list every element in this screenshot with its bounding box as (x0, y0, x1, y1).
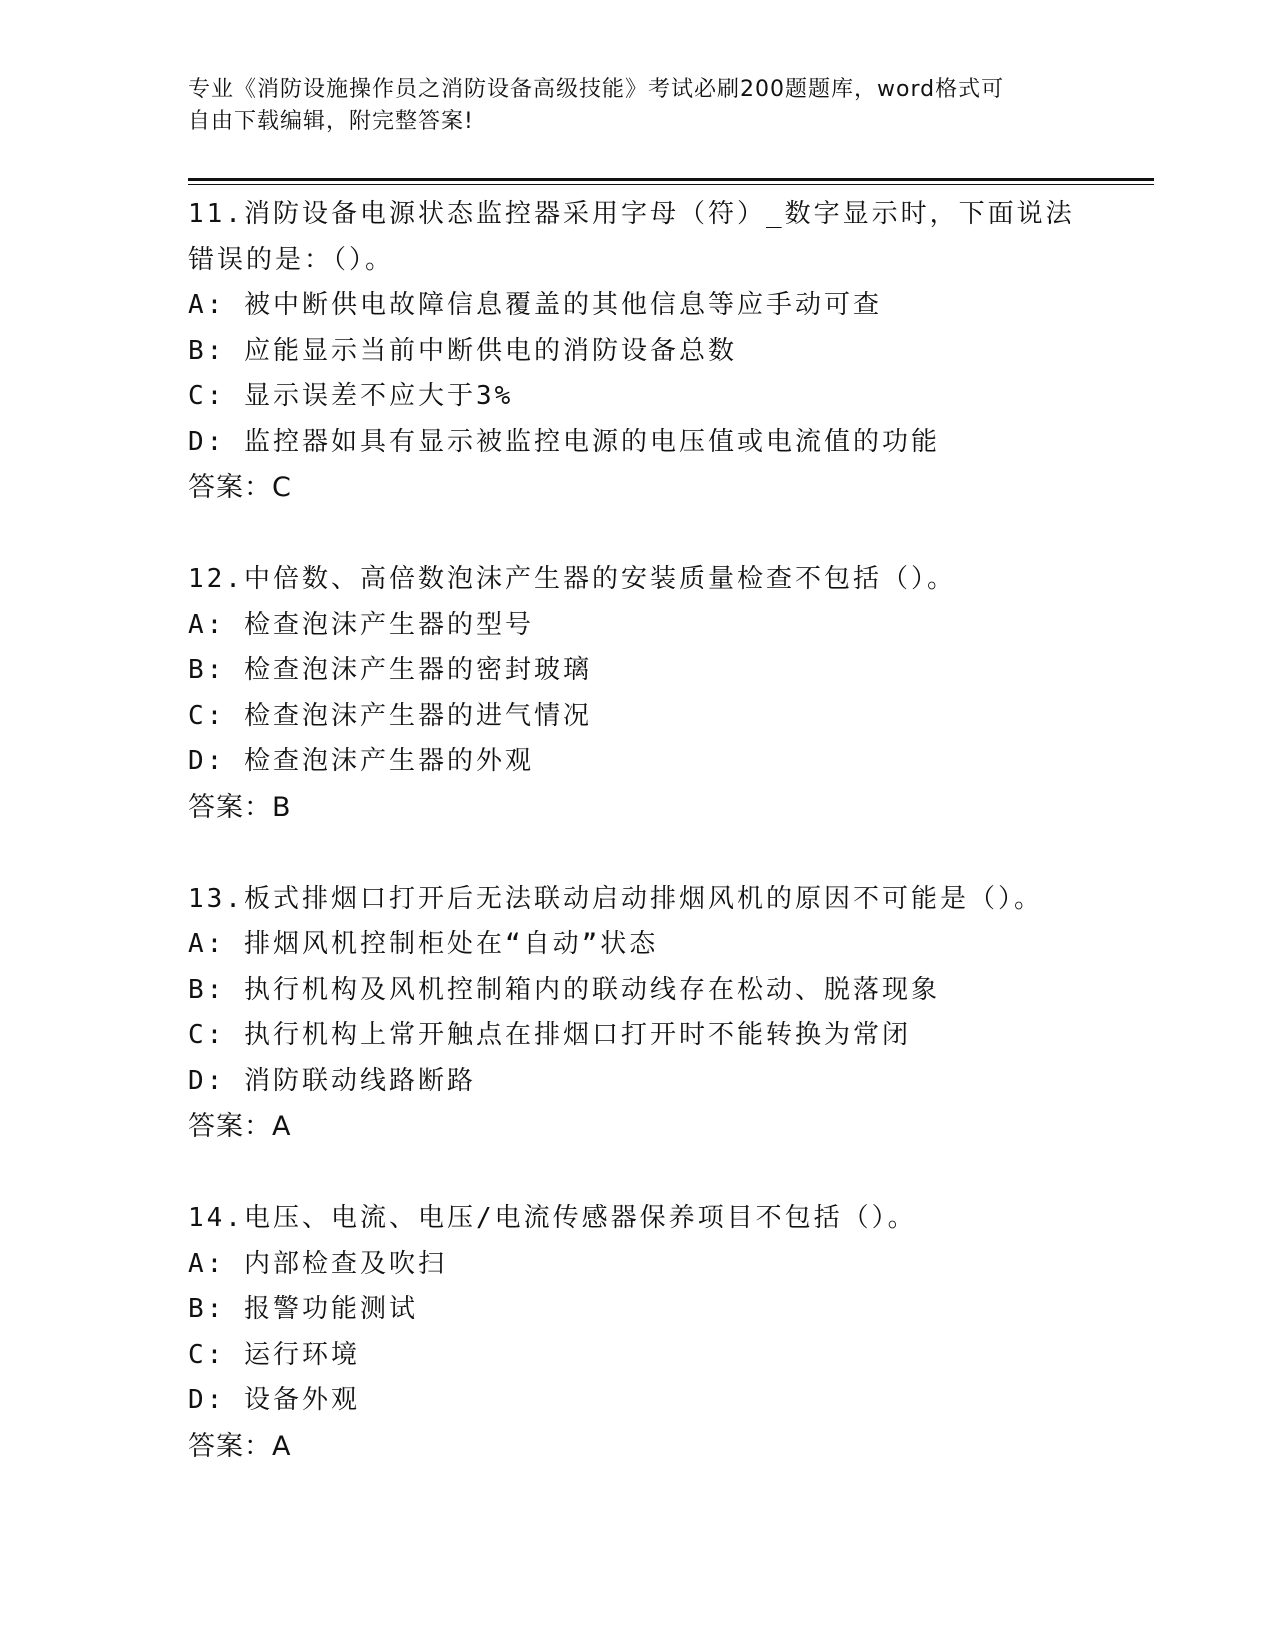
question-14 (188, 1196, 1088, 1470)
answer-text: 答案：A (188, 1430, 292, 1462)
question-stem: 13.板式排烟口打开后无法联动启动排烟风机的原因不可能是（）。 (188, 883, 1043, 914)
option-c: C: 检查泡沫产生器的进气情况 (188, 700, 592, 731)
answer-text: 答案：B (188, 791, 292, 823)
option-b: B: 检查泡沫产生器的密封玻璃 (188, 655, 592, 685)
answer-text: 答案：A (188, 1111, 292, 1142)
option-d: D: 设备外观 (188, 1385, 360, 1415)
option-d: D: 消防联动线路断路 (188, 1065, 476, 1096)
header-divider-thin (188, 184, 1154, 185)
question-11 (188, 192, 1088, 511)
option-c: C: 执行机构上常开触点在排烟口打开时不能转换为常闭 (188, 1020, 911, 1050)
question-stem: 11.消防设备电源状态监控器采用字母（符）_数字显示时，下面说法 (188, 199, 1075, 229)
option-d: D: 监控器如具有显示被监控电源的电压值或电流值的功能 (188, 426, 940, 457)
option-a: A: 排烟风机控制柜处在“自动”状态 (188, 929, 659, 959)
question-13 (188, 877, 1088, 1151)
question-stem-continued: 错误的是：（）。 (188, 244, 395, 275)
option-b: B: 执行机构及风机控制箱内的联动线存在松动、脱落现象 (188, 974, 940, 1005)
question-list (188, 192, 1088, 1516)
option-a: A: 被中断供电故障信息覆盖的其他信息等应手动可查 (188, 290, 882, 320)
option-a: A: 内部检查及吹扫 (188, 1248, 447, 1279)
option-a: A: 检查泡沫产生器的型号 (188, 609, 534, 640)
question-stem: 12.中倍数、高倍数泡沫产生器的安装质量检查不包括（）。 (188, 564, 956, 594)
option-b: B: 报警功能测试 (188, 1294, 418, 1324)
question-12 (188, 557, 1088, 831)
option-c: C: 显示误差不应大于3% (188, 381, 514, 411)
option-d: D: 检查泡沫产生器的外观 (188, 746, 534, 776)
header-line-1: 专业《消防设施操作员之消防设备高级技能》考试必刷200题题库，word格式可 (188, 77, 1005, 102)
header-divider-thick (188, 178, 1154, 181)
header-line-2: 自由下载编辑，附完整答案! (188, 109, 474, 134)
option-b: B: 应能显示当前中断供电的消防设备总数 (188, 335, 737, 366)
answer-text: 答案：C (188, 472, 292, 503)
question-stem: 14.电压、电流、电压/电流传感器保养项目不包括（）。 (188, 1203, 917, 1233)
option-c: C: 运行环境 (188, 1339, 360, 1370)
document-header (188, 74, 1068, 138)
